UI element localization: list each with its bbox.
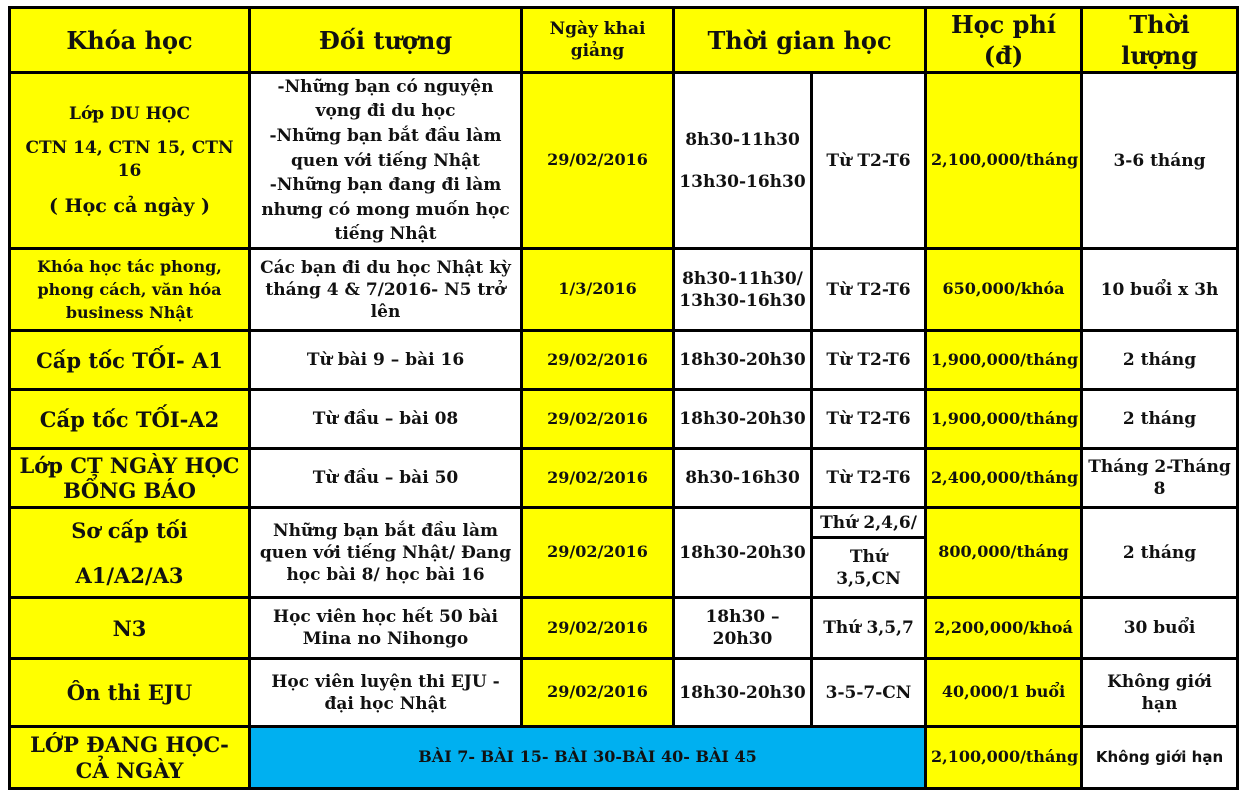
start-date-cell: 29/02/2016 — [522, 331, 674, 390]
days-cell: Thứ 3,5,CN — [812, 538, 926, 598]
header-audience: Đối tượng — [250, 8, 522, 73]
days-cell: Từ T2-T6 — [812, 449, 926, 508]
table-row — [10, 508, 1238, 538]
table-row — [10, 659, 1238, 727]
time-cell — [674, 73, 812, 249]
header-duration: Thời lượng — [1082, 8, 1238, 73]
days-cell: Từ T2-T6 — [812, 73, 926, 249]
fee-cell: 40,000/1 buổi — [926, 659, 1082, 727]
table-row — [10, 331, 1238, 390]
lessons-bar: BÀI 7- BÀI 15- BÀI 30-BÀI 40- BÀI 45 — [250, 727, 926, 789]
time-cell: 18h30-20h30 — [674, 659, 812, 727]
course-cell — [10, 73, 250, 249]
days-cell: Từ T2-T6 — [812, 331, 926, 390]
course-line: Lớp DU HỌC — [69, 104, 190, 125]
course-line: ( Học cả ngày ) — [49, 194, 210, 217]
course-cell: N3 — [10, 598, 250, 659]
table-row — [10, 449, 1238, 508]
start-date-cell: 29/02/2016 — [522, 659, 674, 727]
fee-cell: 2,200,000/khoá — [926, 598, 1082, 659]
audience-cell: Từ đầu – bài 08 — [250, 390, 522, 449]
days-cell: Từ T2-T6 — [812, 390, 926, 449]
time-cell: 18h30-20h30 — [674, 390, 812, 449]
course-cell: Lớp CT NGÀY HỌC BỔNG BÁO — [10, 449, 250, 508]
audience-cell: Học viên học hết 50 bài Mina no Nihongo — [250, 598, 522, 659]
days-cell: Thứ 2,4,6/ — [812, 508, 926, 538]
course-cell — [10, 508, 250, 598]
audience-cell: -Những bạn có nguyện vọng đi du học -Những bạn bắt đầu làm quen với tiếng Nhật -Những bạn đang đi làm nhưng có mong muốn học tiếng Nhật — [250, 73, 522, 249]
days-cell: 3-5-7-CN — [812, 659, 926, 727]
duration-cell: 30 buổi — [1082, 598, 1238, 659]
fee-cell: 1,900,000/tháng — [926, 390, 1082, 449]
days-cell: Từ T2-T6 — [812, 249, 926, 331]
start-date-cell: 29/02/2016 — [522, 449, 674, 508]
fee-cell: 2,100,000/tháng — [926, 727, 1082, 789]
duration-cell: Không giới hạn — [1082, 727, 1238, 789]
time-cell: 18h30 – 20h30 — [674, 598, 812, 659]
time-line: 8h30-11h30 — [685, 129, 800, 150]
time-line: 13h30-16h30 — [679, 171, 806, 192]
time-cell: 8h30-11h30/ 13h30-16h30 — [674, 249, 812, 331]
header-schedule: Thời gian học — [674, 8, 926, 73]
table-row — [10, 390, 1238, 449]
start-date-cell: 29/02/2016 — [522, 73, 674, 249]
course-cell: Cấp tốc TỐI-A2 — [10, 390, 250, 449]
start-date-cell: 1/3/2016 — [522, 249, 674, 331]
fee-cell: 650,000/khóa — [926, 249, 1082, 331]
audience-cell: Các bạn đi du học Nhật kỳ tháng 4 & 7/2016- N5 trở lên — [250, 249, 522, 331]
header-start-date: Ngày khai giảng — [522, 8, 674, 73]
table-row — [10, 249, 1238, 331]
course-cell: Ôn thi EJU — [10, 659, 250, 727]
duration-cell: Không giới hạn — [1082, 659, 1238, 727]
start-date-cell: 29/02/2016 — [522, 390, 674, 449]
duration-cell: 2 tháng — [1082, 390, 1238, 449]
course-cell: Khóa học tác phong, phong cách, văn hóa business Nhật — [10, 249, 250, 331]
audience-cell: Những bạn bắt đầu làm quen với tiếng Nhật/ Đang học bài 8/ học bài 16 — [250, 508, 522, 598]
fee-cell: 2,100,000/tháng — [926, 73, 1082, 249]
time-cell: 18h30-20h30 — [674, 508, 812, 598]
course-line: Sơ cấp tối — [71, 517, 188, 543]
audience-cell: Học viên luyện thi EJU - đại học Nhật — [250, 659, 522, 727]
start-date-cell: 29/02/2016 — [522, 508, 674, 598]
fee-cell: 800,000/tháng — [926, 508, 1082, 598]
time-cell: 8h30-16h30 — [674, 449, 812, 508]
course-line: CTN 14, CTN 15, CTN 16 — [25, 138, 234, 181]
duration-cell: 2 tháng — [1082, 331, 1238, 390]
header-course: Khóa học — [10, 8, 250, 73]
course-schedule-table — [8, 6, 1239, 790]
course-line: A1/A2/A3 — [75, 562, 184, 588]
audience-cell: Từ bài 9 – bài 16 — [250, 331, 522, 390]
duration-cell: 10 buổi x 3h — [1082, 249, 1238, 331]
duration-cell: 3-6 tháng — [1082, 73, 1238, 249]
fee-cell: 2,400,000/tháng — [926, 449, 1082, 508]
course-cell: LỚP ĐANG HỌC- CẢ NGÀY — [10, 727, 250, 789]
time-cell: 18h30-20h30 — [674, 331, 812, 390]
course-cell: Cấp tốc TỐI- A1 — [10, 331, 250, 390]
header-fee: Học phí (đ) — [926, 8, 1082, 73]
duration-cell: Tháng 2-Tháng 8 — [1082, 449, 1238, 508]
table-row — [10, 598, 1238, 659]
table-row — [10, 73, 1238, 249]
fee-cell: 1,900,000/tháng — [926, 331, 1082, 390]
days-cell: Thứ 3,5,7 — [812, 598, 926, 659]
header-row — [10, 8, 1238, 73]
audience-cell: Từ đầu – bài 50 — [250, 449, 522, 508]
duration-cell: 2 tháng — [1082, 508, 1238, 598]
table-row — [10, 727, 1238, 789]
start-date-cell: 29/02/2016 — [522, 598, 674, 659]
